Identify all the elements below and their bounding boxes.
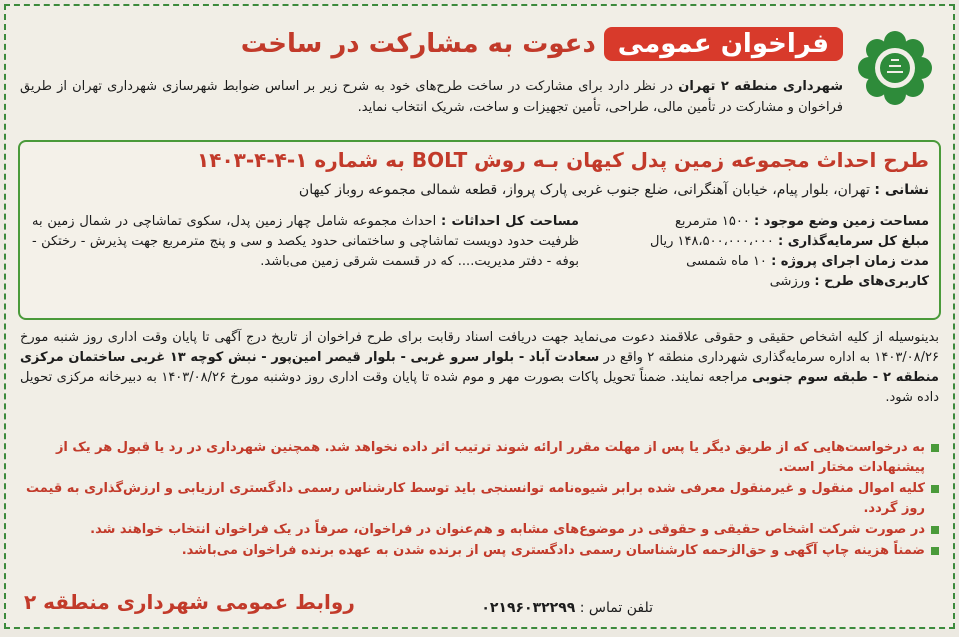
bullet-square-icon [931, 547, 939, 555]
buildings-label: مساحت کل احداثات : [441, 214, 579, 229]
body-text-2: مراجعه نمایند. ضمناً تحویل پاکات بصورت مهر و موم شده تا پایان وقت اداری روز دوشنبه مورخ ۱۴۰۳/۰۸/۲۶ به دبیرخانه مرکزی تحویل داده شود. [20, 370, 939, 405]
project-title: طرح احداث مجموعه زمین پدل کیهان بـه روش BOLT به شماره ۱-۴-۴-۱۴۰۳ [197, 148, 929, 172]
duration-row [599, 252, 929, 272]
bullet-square-icon [931, 526, 939, 534]
title-rest: دعوت به مشارکت در ساخت [240, 29, 596, 59]
list-item [20, 479, 939, 519]
project-box [18, 140, 941, 320]
list-item [20, 520, 939, 540]
land-area-label: مساحت زمین وضع موجود : [753, 214, 929, 229]
phone-value: ۰۲۱۹۶۰۳۲۲۹۹ [481, 600, 576, 616]
address-label: نشانی : [874, 182, 929, 198]
project-address [299, 182, 929, 198]
list-item [20, 438, 939, 478]
bullet-text: به درخواست‌هایی که از طریق دیگر یا پس از مهلت مقرر ارائه شوند ترتیب اثر داده نخواهد شد. همچنین شهرداری در رد یا قبول هر یک از پیشنهادات مختار است. [55, 440, 925, 475]
intro-text: در نظر دارد برای مشارکت در ساخت طرح‌های خود به شرح زیر بر اساس ضوابط شهرسازی شهرداری تهران از طریق فراخوان و مشارکت در تأمین مالی، طراحی، تأمین تجهیزات و ساخت، شریک انتخاب نماید. [20, 79, 843, 115]
duration-label: مدت زمان اجرای پروژه : [771, 254, 929, 269]
page-title [241, 22, 843, 66]
tehran-municipality-logo-icon [855, 28, 935, 108]
list-item [20, 541, 939, 561]
intro-org: شهرداری منطقه ۲ تهران [678, 79, 843, 94]
footer-signature: روابط عمومی شهرداری منطقه ۲ [24, 590, 355, 614]
investment-label: مبلغ کل سرمایه‌گذاری : [778, 234, 929, 249]
bullet-text: در صورت شرکت اشخاص حقیقی و حقوقی در موضوع‌های مشابه و هم‌عنوان در فراخوان، صرفاً در یک فراخوان انتخاب خواهند شد. [90, 522, 925, 537]
advertisement-page [4, 4, 955, 629]
body-paragraph [20, 328, 939, 408]
contact-phone [481, 600, 653, 616]
body-text-1: بدینوسیله از کلیه اشخاص حقیقی و حقوقی علاقمند دعوت می‌نماید جهت دریافت اسناد رقابت برای طرح فراخوان از تاریخ درج آگهی تا پایان وقت اداری روز شنبه مورخ ۱۴۰۳/۰۸/۲۶ به اداره سرمایه‌گذاری شهرداری منطقه ۲ واقع در [20, 330, 939, 365]
bullet-square-icon [931, 444, 939, 452]
conditions-list [20, 438, 939, 562]
land-area-value: ۱۵۰۰ مترمربع [675, 214, 750, 229]
buildings-text: احداث مجموعه شامل چهار زمین پدل، سکوی تماشاچی در شمال زمین به ظرفیت حدود دویست تماشاچی و ساختمانی حدود یکصد و سی و پنج مترمربع جهت پذیرش - رختکن - بوفه - دفتر مدیریت.... که در قسمت شرقی زمین می‌باشد. [32, 214, 579, 269]
phone-label: تلفن تماس : [579, 600, 653, 616]
buildings-description [32, 212, 579, 272]
land-area-row [599, 212, 929, 232]
investment-value: ۱۴۸،۵۰۰،۰۰۰،۰۰۰ ریال [650, 234, 774, 249]
address-value: تهران، بلوار پیام، خیابان آهنگرانی، ضلع جنوب غربی پارک پرواز، قطعه شمالی مجموعه روباز کیهان [298, 182, 870, 198]
duration-value: ۱۰ ماه شمسی [686, 254, 767, 269]
body-address: سعادت آباد - بلوار سرو غربی - بلوار قیصر امین‌پور - نبش کوچه ۱۳ غربی ساختمان مرکزی منطقه ۲ - طبقه سوم جنوبی [20, 350, 939, 385]
usage-label: کاربری‌های طرح : [814, 274, 929, 289]
project-specs [599, 212, 929, 292]
usage-value: ورزشی [769, 274, 811, 289]
bullet-square-icon [931, 485, 939, 493]
bullet-text: ضمناً هزینه چاپ آگهی و حق‌الزحمه کارشناسان رسمی دادگستری پس از برنده شدن به عهده برنده فراخوان می‌باشد. [181, 543, 925, 558]
intro-paragraph [20, 76, 843, 118]
usage-row [599, 272, 929, 292]
bullet-text: کلیه اموال منقول و غیرمنقول معرفی شده برابر شیوه‌نامه توانسنجی باید توسط کارشناس رسمی دادگستری ارزیابی و ارزش‌گذاری به قیمت روز گردد. [25, 481, 925, 516]
investment-row [599, 232, 929, 252]
title-highlight: فراخوان عمومی [604, 27, 843, 61]
